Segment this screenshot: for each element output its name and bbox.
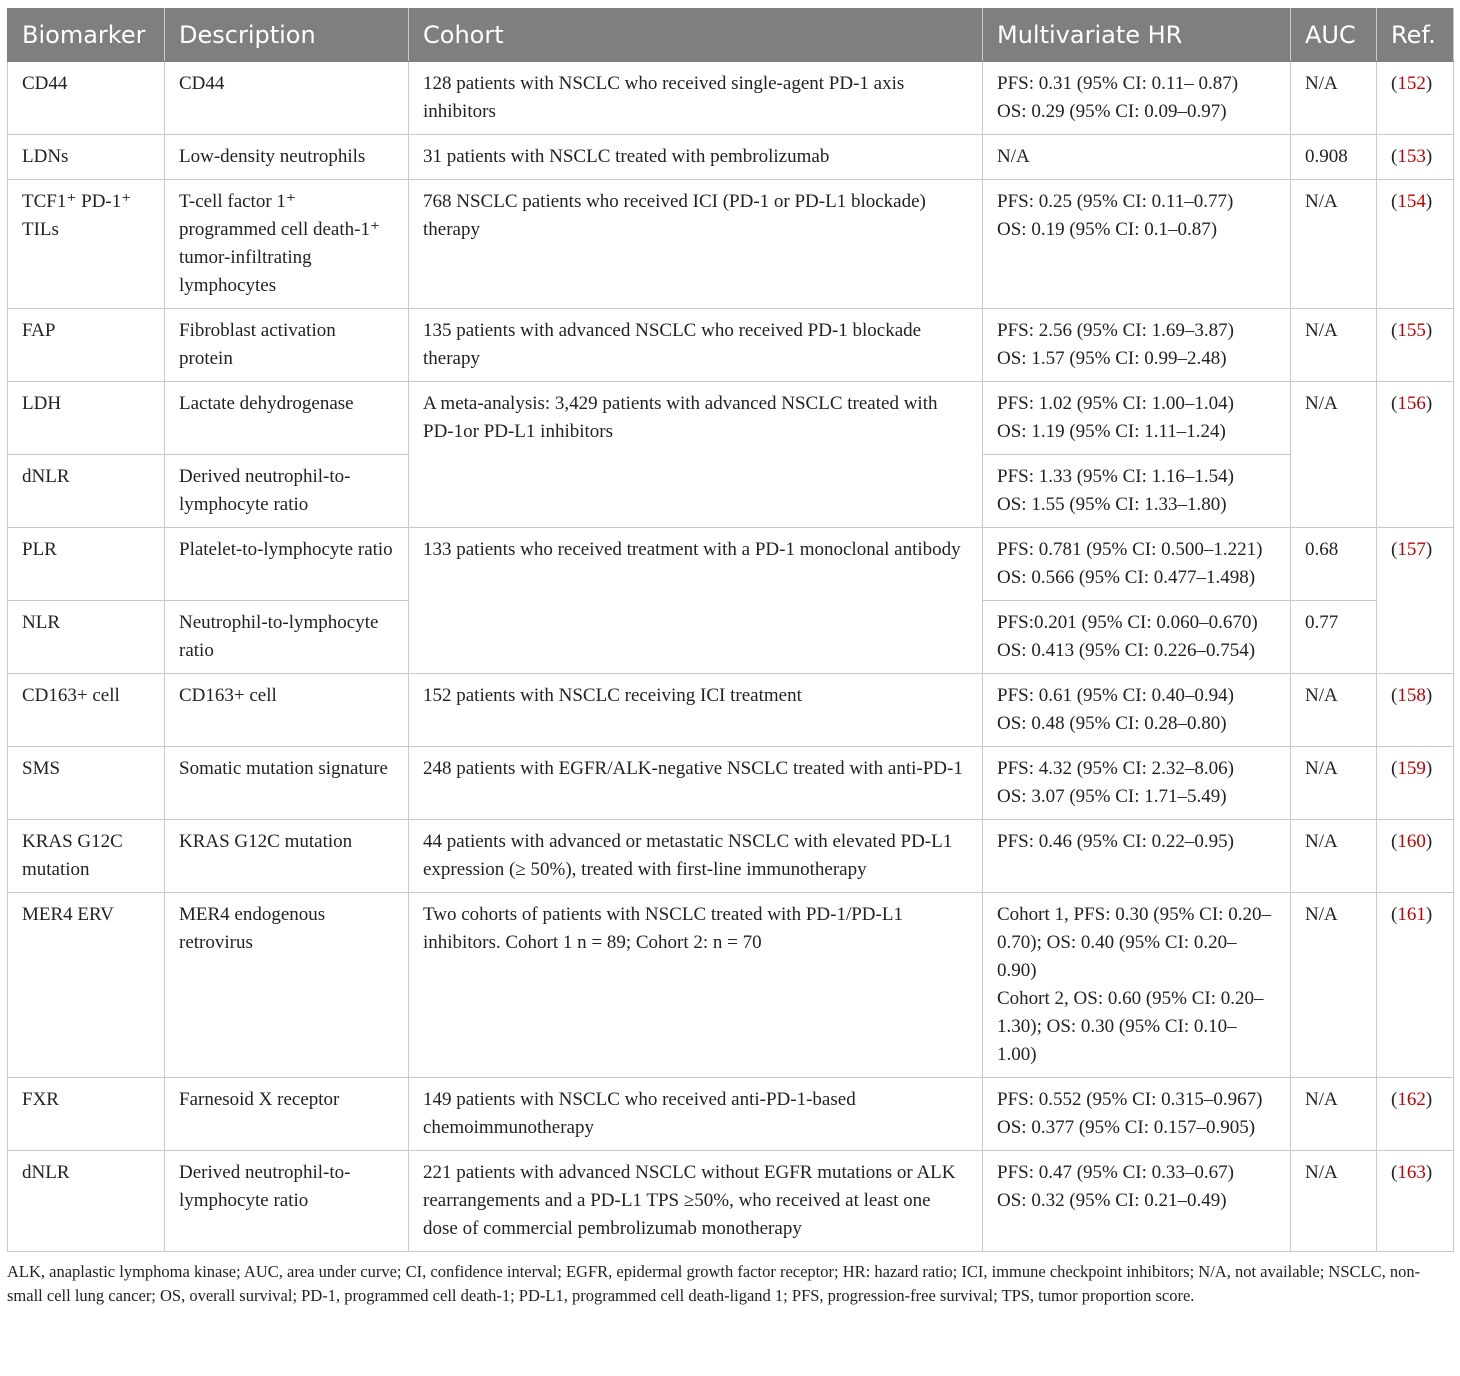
cell-hr <box>983 747 1291 820</box>
cell-description: CD44 <box>165 62 409 135</box>
header-cohort: Cohort <box>409 9 983 62</box>
cell-cohort: 768 NSCLC patients who received ICI (PD-1 or PD-L1 blockade) therapy <box>409 180 983 309</box>
cell-cohort: Two cohorts of patients with NSCLC treated with PD-1/PD-L1 inhibitors. Cohort 1 n = 89; Cohort 2: n = 70 <box>409 893 983 1078</box>
cell-ref: (159) <box>1377 747 1454 820</box>
hr-line: PFS: 0.552 (95% CI: 0.315–0.967) <box>997 1089 1263 1110</box>
hr-line: OS: 0.19 (95% CI: 0.1–0.87) <box>997 219 1218 240</box>
hr-line: OS: 0.48 (95% CI: 0.28–0.80) <box>997 713 1227 734</box>
hr-line: PFS: 0.47 (95% CI: 0.33–0.67) <box>997 1162 1234 1183</box>
cell-ref: (152) <box>1377 62 1454 135</box>
cell-biomarker: CD163+ cell <box>8 674 165 747</box>
table-row <box>8 180 1454 309</box>
cell-hr <box>983 180 1291 309</box>
cell-cohort: 135 patients with advanced NSCLC who received PD-1 blockade therapy <box>409 309 983 382</box>
hr-line: OS: 0.413 (95% CI: 0.226–0.754) <box>997 640 1256 661</box>
hr-line: OS: 1.55 (95% CI: 1.33–1.80) <box>997 494 1227 515</box>
cell-description: Derived neutrophil-to-lymphocyte ratio <box>165 455 409 528</box>
cell-auc: N/A <box>1291 62 1377 135</box>
cell-biomarker: FAP <box>8 309 165 382</box>
hr-line: OS: 0.566 (95% CI: 0.477–1.498) <box>997 567 1256 588</box>
cell-description: Low-density neutrophils <box>165 135 409 180</box>
hr-line: PFS: 0.61 (95% CI: 0.40–0.94) <box>997 685 1234 706</box>
ref-link[interactable]: 163 <box>1397 1162 1426 1183</box>
cell-ref: (160) <box>1377 820 1454 893</box>
cell-auc: N/A <box>1291 893 1377 1078</box>
cell-hr <box>983 455 1291 528</box>
cell-ref: (157) <box>1377 528 1454 674</box>
cell-auc: 0.77 <box>1291 601 1377 674</box>
cell-biomarker: TCF1⁺ PD-1⁺ TILs <box>8 180 165 309</box>
cell-cohort: 248 patients with EGFR/ALK-negative NSCLC treated with anti-PD-1 <box>409 747 983 820</box>
cell-cohort: 133 patients who received treatment with a PD-1 monoclonal antibody <box>409 528 983 674</box>
hr-line: N/A <box>997 146 1030 167</box>
hr-line: OS: 1.19 (95% CI: 1.11–1.24) <box>997 421 1226 442</box>
cell-cohort: 44 patients with advanced or metastatic NSCLC with elevated PD-L1 expression (≥ 50%), treated with first-line immunotherapy <box>409 820 983 893</box>
table-row <box>8 1078 1454 1151</box>
cell-auc: 0.908 <box>1291 135 1377 180</box>
header-multivariate-hr: Multivariate HR <box>983 9 1291 62</box>
cell-auc: N/A <box>1291 1078 1377 1151</box>
cell-hr <box>983 1078 1291 1151</box>
cell-biomarker: NLR <box>8 601 165 674</box>
cell-ref: (161) <box>1377 893 1454 1078</box>
cell-cohort: 128 patients with NSCLC who received single-agent PD-1 axis inhibitors <box>409 62 983 135</box>
cell-auc: N/A <box>1291 309 1377 382</box>
cell-auc: N/A <box>1291 1151 1377 1252</box>
cell-biomarker: FXR <box>8 1078 165 1151</box>
ref-link[interactable]: 152 <box>1397 73 1426 94</box>
cell-biomarker: CD44 <box>8 62 165 135</box>
ref-link[interactable]: 160 <box>1397 831 1426 852</box>
cell-hr <box>983 528 1291 601</box>
ref-link[interactable]: 162 <box>1397 1089 1426 1110</box>
cell-ref: (163) <box>1377 1151 1454 1252</box>
hr-line: PFS: 0.781 (95% CI: 0.500–1.221) <box>997 539 1263 560</box>
cell-cohort: 152 patients with NSCLC receiving ICI treatment <box>409 674 983 747</box>
ref-link[interactable]: 159 <box>1397 758 1426 779</box>
cell-biomarker: dNLR <box>8 1151 165 1252</box>
cell-cohort: 221 patients with advanced NSCLC without EGFR mutations or ALK rearrangements and a PD-L1 TPS ≥50%, who received at least one dose of commercial pembrolizumab monotherapy <box>409 1151 983 1252</box>
cell-auc: N/A <box>1291 820 1377 893</box>
cell-biomarker: PLR <box>8 528 165 601</box>
cell-biomarker: LDNs <box>8 135 165 180</box>
cell-ref: (154) <box>1377 180 1454 309</box>
hr-line: PFS: 0.31 (95% CI: 0.11– 0.87) <box>997 73 1239 94</box>
cell-cohort: A meta-analysis: 3,429 patients with advanced NSCLC treated with PD-1or PD-L1 inhibitors <box>409 382 983 528</box>
cell-description: CD163+ cell <box>165 674 409 747</box>
cell-ref: (156) <box>1377 382 1454 528</box>
cell-description: Fibroblast activation protein <box>165 309 409 382</box>
header-ref: Ref. <box>1377 9 1454 62</box>
header-auc: AUC <box>1291 9 1377 62</box>
cell-ref: (153) <box>1377 135 1454 180</box>
cell-biomarker: MER4 ERV <box>8 893 165 1078</box>
cell-biomarker: LDH <box>8 382 165 455</box>
ref-link[interactable]: 153 <box>1397 146 1426 167</box>
hr-line: OS: 0.29 (95% CI: 0.09–0.97) <box>997 101 1227 122</box>
table-footnote: ALK, anaplastic lymphoma kinase; AUC, area under curve; CI, confidence interval; EGFR, epidermal growth factor receptor; HR: hazard ratio; ICI, immune checkpoint inhibitors; N/A, not available; NSCLC, non-small cell lung cancer; OS, overall survival; PD-1, programmed cell death-1; PD-L1, programmed cell death-ligand 1; PFS, progression-free survival; TPS, tumor proportion score. <box>7 1262 1421 1305</box>
header-row <box>8 9 1454 62</box>
table-row <box>8 1151 1454 1252</box>
hr-line: Cohort 2, OS: 0.60 (95% CI: 0.20–1.30); OS: 0.30 (95% CI: 0.10–1.00) <box>997 988 1264 1065</box>
cell-ref: (162) <box>1377 1078 1454 1151</box>
cell-description: Somatic mutation signature <box>165 747 409 820</box>
table-row <box>8 309 1454 382</box>
cell-biomarker: SMS <box>8 747 165 820</box>
cell-biomarker: KRAS G12C mutation <box>8 820 165 893</box>
hr-line: OS: 0.377 (95% CI: 0.157–0.905) <box>997 1117 1256 1138</box>
cell-ref: (158) <box>1377 674 1454 747</box>
cell-hr <box>983 62 1291 135</box>
table-row <box>8 528 1454 601</box>
ref-link[interactable]: 156 <box>1397 393 1426 414</box>
hr-line: PFS: 0.46 (95% CI: 0.22–0.95) <box>997 831 1234 852</box>
cell-description: Neutrophil-to-lymphocyte ratio <box>165 601 409 674</box>
hr-line: OS: 3.07 (95% CI: 1.71–5.49) <box>997 786 1227 807</box>
cell-hr <box>983 893 1291 1078</box>
hr-line: PFS: 4.32 (95% CI: 2.32–8.06) <box>997 758 1234 779</box>
hr-line: PFS:0.201 (95% CI: 0.060–0.670) <box>997 612 1258 633</box>
table-row <box>8 674 1454 747</box>
cell-biomarker: dNLR <box>8 455 165 528</box>
hr-line: OS: 0.32 (95% CI: 0.21–0.49) <box>997 1190 1227 1211</box>
hr-line: Cohort 1, PFS: 0.30 (95% CI: 0.20–0.70); OS: 0.40 (95% CI: 0.20–0.90) <box>997 904 1271 981</box>
cell-cohort: 149 patients with NSCLC who received anti-PD-1-based chemoimmunotherapy <box>409 1078 983 1151</box>
ref-link[interactable]: 155 <box>1397 320 1426 341</box>
cell-auc: N/A <box>1291 180 1377 309</box>
cell-auc: N/A <box>1291 747 1377 820</box>
cell-description: Platelet-to-lymphocyte ratio <box>165 528 409 601</box>
cell-hr <box>983 135 1291 180</box>
cell-description: Farnesoid X receptor <box>165 1078 409 1151</box>
ref-link[interactable]: 154 <box>1397 191 1426 212</box>
hr-line: PFS: 1.02 (95% CI: 1.00–1.04) <box>997 393 1234 414</box>
hr-line: OS: 1.57 (95% CI: 0.99–2.48) <box>997 348 1227 369</box>
cell-auc: N/A <box>1291 382 1377 528</box>
cell-hr <box>983 820 1291 893</box>
header-description: Description <box>165 9 409 62</box>
cell-auc: N/A <box>1291 674 1377 747</box>
cell-hr <box>983 382 1291 455</box>
table-row <box>8 62 1454 135</box>
cell-description: T-cell factor 1⁺ programmed cell death-1⁺ tumor-infiltrating lymphocytes <box>165 180 409 309</box>
table-row <box>8 747 1454 820</box>
cell-hr <box>983 601 1291 674</box>
cell-hr <box>983 674 1291 747</box>
hr-line: PFS: 2.56 (95% CI: 1.69–3.87) <box>997 320 1234 341</box>
cell-description: KRAS G12C mutation <box>165 820 409 893</box>
cell-hr <box>983 309 1291 382</box>
table-container <box>7 8 1453 1307</box>
table-row <box>8 382 1454 455</box>
table-row <box>8 820 1454 893</box>
cell-description: Derived neutrophil-to-lymphocyte ratio <box>165 1151 409 1252</box>
cell-auc: 0.68 <box>1291 528 1377 601</box>
cell-hr <box>983 1151 1291 1252</box>
cell-cohort: 31 patients with NSCLC treated with pembrolizumab <box>409 135 983 180</box>
header-biomarker: Biomarker <box>8 9 165 62</box>
hr-line: PFS: 1.33 (95% CI: 1.16–1.54) <box>997 466 1234 487</box>
ref-link[interactable]: 157 <box>1397 539 1426 560</box>
ref-link[interactable]: 161 <box>1397 904 1426 925</box>
table-row <box>8 135 1454 180</box>
cell-ref: (155) <box>1377 309 1454 382</box>
hr-line: PFS: 0.25 (95% CI: 0.11–0.77) <box>997 191 1234 212</box>
cell-description: MER4 endogenous retrovirus <box>165 893 409 1078</box>
biomarker-table <box>7 8 1454 1252</box>
ref-link[interactable]: 158 <box>1397 685 1426 706</box>
cell-description: Lactate dehydrogenase <box>165 382 409 455</box>
table-row <box>8 893 1454 1078</box>
